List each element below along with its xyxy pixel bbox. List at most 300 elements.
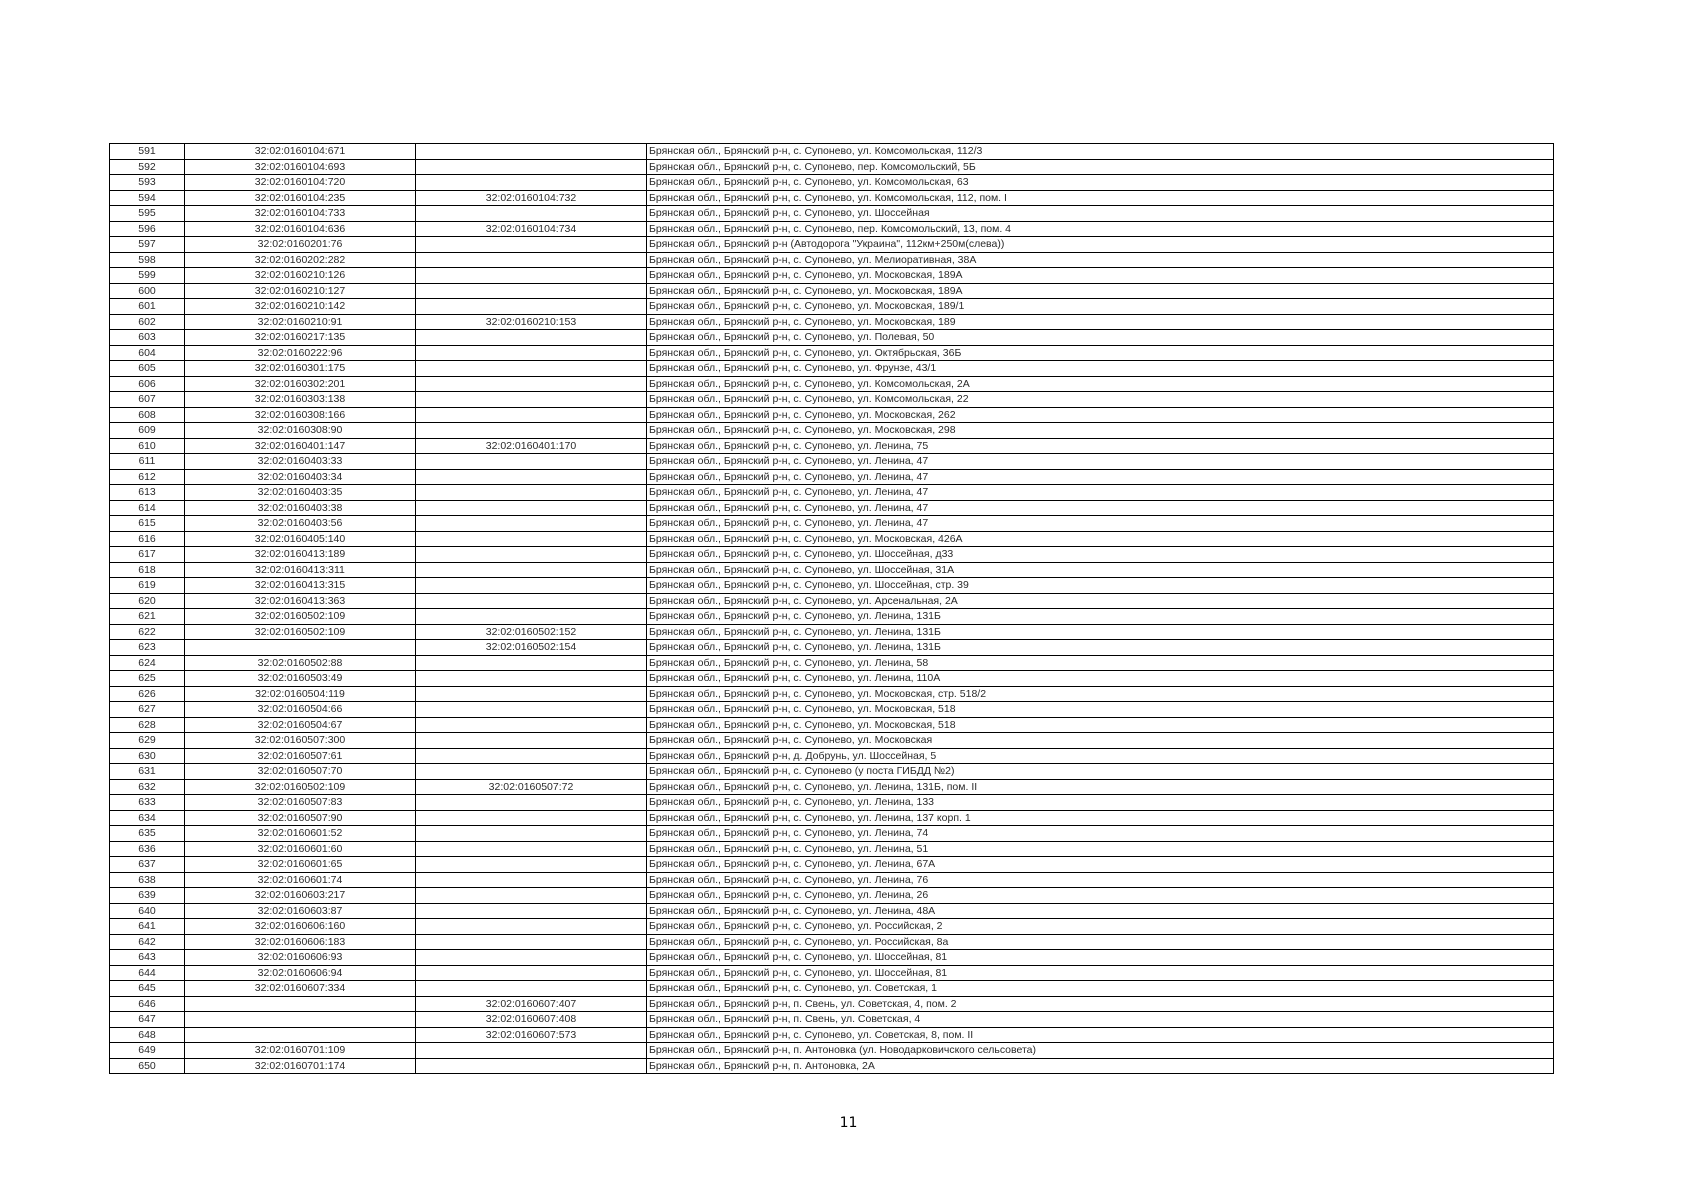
row-number-cell: 618 [110, 562, 185, 578]
address-cell: Брянская обл., Брянский р-н, с. Супонево, ул. Ленина, 48А [647, 903, 1554, 919]
table-row [110, 469, 1554, 485]
cadastral-number-cell: 32:02:0160303:138 [185, 392, 416, 408]
cadastral-number-cell: 32:02:0160503:49 [185, 671, 416, 687]
cadastral-number-cell: 32:02:0160403:34 [185, 469, 416, 485]
table-row [110, 1012, 1554, 1028]
row-number-cell: 646 [110, 996, 185, 1012]
table-row [110, 841, 1554, 857]
cadastral-number-related-cell [416, 454, 647, 470]
table-row [110, 578, 1554, 594]
address-cell: Брянская обл., Брянский р-н, с. Супонево, ул. Ленина, 47 [647, 500, 1554, 516]
row-number-cell: 629 [110, 733, 185, 749]
cadastral-number-cell: 32:02:0160606:160 [185, 919, 416, 935]
cadastral-number-cell: 32:02:0160601:74 [185, 872, 416, 888]
table-row [110, 237, 1554, 253]
cadastral-number-related-cell [416, 237, 647, 253]
cadastral-number-cell [185, 996, 416, 1012]
cadastral-number-cell: 32:02:0160701:174 [185, 1058, 416, 1074]
row-number-cell: 603 [110, 330, 185, 346]
row-number-cell: 625 [110, 671, 185, 687]
row-number-cell: 614 [110, 500, 185, 516]
table-row [110, 454, 1554, 470]
table-row [110, 996, 1554, 1012]
row-number-cell: 634 [110, 810, 185, 826]
address-cell: Брянская обл., Брянский р-н, с. Супонево, ул. Шоссейная, 81 [647, 965, 1554, 981]
cadastral-number-cell: 32:02:0160222:96 [185, 345, 416, 361]
cadastral-number-related-cell: 32:02:0160401:170 [416, 438, 647, 454]
table-row [110, 516, 1554, 532]
address-cell: Брянская обл., Брянский р-н, с. Супонево, ул. Московская, 189/1 [647, 299, 1554, 315]
table-row [110, 1058, 1554, 1074]
table-row [110, 376, 1554, 392]
table-row [110, 965, 1554, 981]
cadastral-number-cell: 32:02:0160504:66 [185, 702, 416, 718]
cadastral-number-related-cell [416, 795, 647, 811]
cadastral-number-related-cell [416, 252, 647, 268]
cadastral-number-related-cell [416, 361, 647, 377]
table-row [110, 299, 1554, 315]
address-cell: Брянская обл., Брянский р-н, с. Супонево, ул. Ленина, 76 [647, 872, 1554, 888]
address-cell: Брянская обл., Брянский р-н, п. Свень, ул. Советская, 4 [647, 1012, 1554, 1028]
address-cell: Брянская обл., Брянский р-н, с. Супонево (у поста ГИБДД №2) [647, 764, 1554, 780]
cadastral-number-related-cell [416, 175, 647, 191]
cadastral-number-related-cell [416, 578, 647, 594]
row-number-cell: 621 [110, 609, 185, 625]
table-row [110, 252, 1554, 268]
cadastral-number-cell: 32:02:0160504:119 [185, 686, 416, 702]
cadastral-number-cell: 32:02:0160104:636 [185, 221, 416, 237]
cadastral-number-cell [185, 640, 416, 656]
cadastral-number-cell: 32:02:0160413:311 [185, 562, 416, 578]
cadastral-number-cell: 32:02:0160104:671 [185, 144, 416, 160]
cadastral-number-related-cell [416, 655, 647, 671]
address-cell: Брянская обл., Брянский р-н, п. Свень, ул. Советская, 4, пом. 2 [647, 996, 1554, 1012]
cadastral-number-cell: 32:02:0160210:126 [185, 268, 416, 284]
cadastral-number-related-cell [416, 330, 647, 346]
cadastral-number-cell: 32:02:0160403:35 [185, 485, 416, 501]
cadastral-number-related-cell: 32:02:0160104:732 [416, 190, 647, 206]
table-row [110, 593, 1554, 609]
address-cell: Брянская обл., Брянский р-н, с. Супонево, ул. Ленина, 133 [647, 795, 1554, 811]
row-number-cell: 633 [110, 795, 185, 811]
cadastral-number-cell: 32:02:0160413:315 [185, 578, 416, 594]
cadastral-number-related-cell [416, 919, 647, 935]
cadastral-number-related-cell [416, 268, 647, 284]
cadastral-number-related-cell [416, 841, 647, 857]
cadastral-number-related-cell [416, 299, 647, 315]
cadastral-number-related-cell [416, 423, 647, 439]
address-cell: Брянская обл., Брянский р-н, с. Супонево, ул. Ленина, 131Б [647, 624, 1554, 640]
cadastral-number-related-cell [416, 500, 647, 516]
cadastral-number-related-cell [416, 702, 647, 718]
row-number-cell: 636 [110, 841, 185, 857]
address-cell: Брянская обл., Брянский р-н, д. Добрунь, ул. Шоссейная, 5 [647, 748, 1554, 764]
address-cell: Брянская обл., Брянский р-н, с. Супонево, ул. Октябрьская, 36Б [647, 345, 1554, 361]
cadastral-number-cell: 32:02:0160502:88 [185, 655, 416, 671]
row-number-cell: 649 [110, 1043, 185, 1059]
cadastral-number-cell: 32:02:0160701:109 [185, 1043, 416, 1059]
address-cell: Брянская обл., Брянский р-н, с. Супонево, ул. Ленина, 131Б, пом. II [647, 779, 1554, 795]
address-cell: Брянская обл., Брянский р-н, с. Супонево, ул. Ленина, 47 [647, 516, 1554, 532]
row-number-cell: 601 [110, 299, 185, 315]
address-cell: Брянская обл., Брянский р-н, с. Супонево, ул. Шоссейная, д33 [647, 547, 1554, 563]
cadastral-number-cell: 32:02:0160301:175 [185, 361, 416, 377]
row-number-cell: 639 [110, 888, 185, 904]
address-cell: Брянская обл., Брянский р-н, с. Супонево, ул. Ленина, 110А [647, 671, 1554, 687]
address-cell: Брянская обл., Брянский р-н, с. Супонево, ул. Советская, 8, пом. II [647, 1027, 1554, 1043]
cadastral-number-related-cell [416, 950, 647, 966]
cadastral-number-related-cell [416, 547, 647, 563]
cadastral-number-related-cell: 32:02:0160502:154 [416, 640, 647, 656]
cadastral-number-related-cell: 32:02:0160507:72 [416, 779, 647, 795]
cadastral-number-cell: 32:02:0160401:147 [185, 438, 416, 454]
row-number-cell: 637 [110, 857, 185, 873]
address-cell: Брянская обл., Брянский р-н, с. Супонево, ул. Московская, 298 [647, 423, 1554, 439]
cadastral-number-cell: 32:02:0160104:693 [185, 159, 416, 175]
table-row [110, 562, 1554, 578]
table-row [110, 221, 1554, 237]
cadastral-number-related-cell [416, 934, 647, 950]
row-number-cell: 599 [110, 268, 185, 284]
table-row [110, 748, 1554, 764]
cadastral-number-cell: 32:02:0160104:235 [185, 190, 416, 206]
cadastral-number-cell: 32:02:0160302:201 [185, 376, 416, 392]
table-row [110, 190, 1554, 206]
table-row [110, 702, 1554, 718]
table-row [110, 485, 1554, 501]
row-number-cell: 647 [110, 1012, 185, 1028]
cadastral-number-cell: 32:02:0160308:90 [185, 423, 416, 439]
row-number-cell: 635 [110, 826, 185, 842]
cadastral-number-cell: 32:02:0160217:135 [185, 330, 416, 346]
table-row [110, 547, 1554, 563]
address-cell: Брянская обл., Брянский р-н, с. Супонево, ул. Комсомольская, 112, пом. I [647, 190, 1554, 206]
row-number-cell: 624 [110, 655, 185, 671]
cadastral-number-related-cell [416, 965, 647, 981]
cadastral-number-cell: 32:02:0160502:109 [185, 624, 416, 640]
row-number-cell: 644 [110, 965, 185, 981]
cadastral-number-related-cell [416, 206, 647, 222]
table-row [110, 686, 1554, 702]
cadastral-number-cell: 32:02:0160202:282 [185, 252, 416, 268]
table-row [110, 903, 1554, 919]
registry-body [110, 144, 1554, 1074]
cadastral-number-cell: 32:02:0160413:189 [185, 547, 416, 563]
cadastral-number-related-cell [416, 686, 647, 702]
cadastral-number-cell [185, 1027, 416, 1043]
cadastral-number-related-cell [416, 733, 647, 749]
table-row [110, 314, 1554, 330]
page-number: 11 [839, 1115, 858, 1131]
cadastral-number-cell: 32:02:0160104:733 [185, 206, 416, 222]
cadastral-number-related-cell [416, 888, 647, 904]
table-row [110, 624, 1554, 640]
row-number-cell: 620 [110, 593, 185, 609]
address-cell: Брянская обл., Брянский р-н (Автодорога "Украина", 112км+250м(слева)) [647, 237, 1554, 253]
cadastral-number-cell: 32:02:0160601:52 [185, 826, 416, 842]
address-cell: Брянская обл., Брянский р-н, с. Супонево, ул. Российская, 8а [647, 934, 1554, 950]
address-cell: Брянская обл., Брянский р-н, с. Супонево, ул. Московская, 426А [647, 531, 1554, 547]
row-number-cell: 623 [110, 640, 185, 656]
table-row [110, 671, 1554, 687]
cadastral-number-related-cell: 32:02:0160210:153 [416, 314, 647, 330]
address-cell: Брянская обл., Брянский р-н, с. Супонево, ул. Ленина, 75 [647, 438, 1554, 454]
row-number-cell: 615 [110, 516, 185, 532]
table-row [110, 981, 1554, 997]
row-number-cell: 631 [110, 764, 185, 780]
cadastral-number-cell: 32:02:0160607:334 [185, 981, 416, 997]
cadastral-number-cell: 32:02:0160413:363 [185, 593, 416, 609]
table-row [110, 950, 1554, 966]
address-cell: Брянская обл., Брянский р-н, с. Супонево, ул. Комсомольская, 63 [647, 175, 1554, 191]
cadastral-number-cell: 32:02:0160601:65 [185, 857, 416, 873]
address-cell: Брянская обл., Брянский р-н, с. Супонево, ул. Советская, 1 [647, 981, 1554, 997]
cadastral-number-related-cell: 32:02:0160607:573 [416, 1027, 647, 1043]
cadastral-number-cell: 32:02:0160403:56 [185, 516, 416, 532]
table-row [110, 779, 1554, 795]
cadastral-number-related-cell [416, 469, 647, 485]
table-row [110, 717, 1554, 733]
table-row [110, 345, 1554, 361]
address-cell: Брянская обл., Брянский р-н, с. Супонево, ул. Ленина, 58 [647, 655, 1554, 671]
cadastral-number-cell: 32:02:0160403:38 [185, 500, 416, 516]
row-number-cell: 627 [110, 702, 185, 718]
row-number-cell: 612 [110, 469, 185, 485]
cadastral-number-related-cell [416, 593, 647, 609]
row-number-cell: 642 [110, 934, 185, 950]
table-row [110, 655, 1554, 671]
cadastral-number-cell: 32:02:0160507:61 [185, 748, 416, 764]
cadastral-number-cell: 32:02:0160603:217 [185, 888, 416, 904]
table-row [110, 206, 1554, 222]
row-number-cell: 606 [110, 376, 185, 392]
cadastral-number-cell: 32:02:0160201:76 [185, 237, 416, 253]
cadastral-number-related-cell [416, 407, 647, 423]
cadastral-number-cell: 32:02:0160507:300 [185, 733, 416, 749]
cadastral-number-cell: 32:02:0160308:166 [185, 407, 416, 423]
address-cell: Брянская обл., Брянский р-н, п. Антоновка, 2А [647, 1058, 1554, 1074]
table-row [110, 423, 1554, 439]
address-cell: Брянская обл., Брянский р-н, с. Супонево, ул. Комсомольская, 2А [647, 376, 1554, 392]
row-number-cell: 594 [110, 190, 185, 206]
address-cell: Брянская обл., Брянский р-н, с. Супонево, ул. Шоссейная, стр. 39 [647, 578, 1554, 594]
table-row [110, 500, 1554, 516]
cadastral-number-related-cell [416, 283, 647, 299]
cadastral-number-cell [185, 1012, 416, 1028]
cadastral-number-related-cell [416, 826, 647, 842]
table-row [110, 640, 1554, 656]
row-number-cell: 648 [110, 1027, 185, 1043]
cadastral-number-related-cell [416, 609, 647, 625]
table-row [110, 609, 1554, 625]
row-number-cell: 638 [110, 872, 185, 888]
cadastral-number-cell: 32:02:0160507:83 [185, 795, 416, 811]
row-number-cell: 643 [110, 950, 185, 966]
cadastral-number-related-cell [416, 376, 647, 392]
row-number-cell: 613 [110, 485, 185, 501]
address-cell: Брянская обл., Брянский р-н, с. Супонево, ул. Российская, 2 [647, 919, 1554, 935]
cadastral-number-cell: 32:02:0160210:127 [185, 283, 416, 299]
row-number-cell: 602 [110, 314, 185, 330]
address-cell: Брянская обл., Брянский р-н, с. Супонево, ул. Ленина, 131Б [647, 640, 1554, 656]
cadastral-number-related-cell [416, 717, 647, 733]
row-number-cell: 595 [110, 206, 185, 222]
table-row [110, 1043, 1554, 1059]
row-number-cell: 607 [110, 392, 185, 408]
address-cell: Брянская обл., Брянский р-н, с. Супонево, пер. Комсомольский, 5Б [647, 159, 1554, 175]
address-cell: Брянская обл., Брянский р-н, с. Супонево, ул. Московская, 262 [647, 407, 1554, 423]
table-row [110, 810, 1554, 826]
address-cell: Брянская обл., Брянский р-н, с. Супонево, ул. Мелиоративная, 38А [647, 252, 1554, 268]
cadastral-number-related-cell [416, 903, 647, 919]
table-row [110, 872, 1554, 888]
address-cell: Брянская обл., Брянский р-н, с. Супонево, ул. Ленина, 26 [647, 888, 1554, 904]
row-number-cell: 630 [110, 748, 185, 764]
row-number-cell: 597 [110, 237, 185, 253]
cadastral-number-cell: 32:02:0160210:91 [185, 314, 416, 330]
row-number-cell: 600 [110, 283, 185, 299]
address-cell: Брянская обл., Брянский р-н, с. Супонево, ул. Фрунзе, 43/1 [647, 361, 1554, 377]
address-cell: Брянская обл., Брянский р-н, с. Супонево, ул. Ленина, 67А [647, 857, 1554, 873]
address-cell: Брянская обл., Брянский р-н, с. Супонево, ул. Ленина, 47 [647, 469, 1554, 485]
row-number-cell: 617 [110, 547, 185, 563]
cadastral-number-cell: 32:02:0160507:90 [185, 810, 416, 826]
address-cell: Брянская обл., Брянский р-н, с. Супонево, ул. Московская, 189А [647, 268, 1554, 284]
row-number-cell: 596 [110, 221, 185, 237]
cadastral-number-cell: 32:02:0160507:70 [185, 764, 416, 780]
row-number-cell: 605 [110, 361, 185, 377]
address-cell: Брянская обл., Брянский р-н, с. Супонево, ул. Московская, 189 [647, 314, 1554, 330]
table-row [110, 144, 1554, 160]
row-number-cell: 619 [110, 578, 185, 594]
cadastral-number-related-cell [416, 810, 647, 826]
cadastral-number-cell: 32:02:0160606:93 [185, 950, 416, 966]
registry-table [109, 143, 1554, 1074]
cadastral-number-related-cell [416, 872, 647, 888]
table-row [110, 919, 1554, 935]
address-cell: Брянская обл., Брянский р-н, с. Супонево, ул. Шоссейная [647, 206, 1554, 222]
cadastral-number-cell: 32:02:0160606:183 [185, 934, 416, 950]
cadastral-number-cell: 32:02:0160403:33 [185, 454, 416, 470]
table-row [110, 407, 1554, 423]
address-cell: Брянская обл., Брянский р-н, с. Супонево, ул. Ленина, 74 [647, 826, 1554, 842]
cadastral-number-related-cell [416, 531, 647, 547]
address-cell: Брянская обл., Брянский р-н, с. Супонево, ул. Полевая, 50 [647, 330, 1554, 346]
cadastral-number-related-cell [416, 981, 647, 997]
cadastral-number-cell: 32:02:0160104:720 [185, 175, 416, 191]
cadastral-number-related-cell: 32:02:0160607:407 [416, 996, 647, 1012]
row-number-cell: 626 [110, 686, 185, 702]
table-row [110, 330, 1554, 346]
cadastral-number-cell: 32:02:0160405:140 [185, 531, 416, 547]
table-row [110, 888, 1554, 904]
address-cell: Брянская обл., Брянский р-н, с. Супонево, ул. Арсенальная, 2А [647, 593, 1554, 609]
row-number-cell: 645 [110, 981, 185, 997]
cadastral-number-related-cell [416, 764, 647, 780]
cadastral-number-cell: 32:02:0160606:94 [185, 965, 416, 981]
address-cell: Брянская обл., Брянский р-н, с. Супонево, ул. Комсомольская, 112/3 [647, 144, 1554, 160]
table-row [110, 1027, 1554, 1043]
row-number-cell: 610 [110, 438, 185, 454]
row-number-cell: 628 [110, 717, 185, 733]
row-number-cell: 592 [110, 159, 185, 175]
cadastral-number-related-cell: 32:02:0160607:408 [416, 1012, 647, 1028]
cadastral-number-related-cell [416, 857, 647, 873]
table-row [110, 826, 1554, 842]
cadastral-number-cell: 32:02:0160603:87 [185, 903, 416, 919]
cadastral-number-related-cell [416, 562, 647, 578]
address-cell: Брянская обл., Брянский р-н, с. Супонево, ул. Ленина, 137 корп. 1 [647, 810, 1554, 826]
cadastral-number-related-cell [416, 345, 647, 361]
cadastral-number-cell: 32:02:0160504:67 [185, 717, 416, 733]
row-number-cell: 608 [110, 407, 185, 423]
cadastral-number-related-cell [416, 1058, 647, 1074]
table-row [110, 283, 1554, 299]
table-row [110, 934, 1554, 950]
address-cell: Брянская обл., Брянский р-н, с. Супонево, ул. Ленина, 47 [647, 454, 1554, 470]
table-row [110, 531, 1554, 547]
row-number-cell: 609 [110, 423, 185, 439]
cadastral-number-related-cell [416, 748, 647, 764]
table-row [110, 361, 1554, 377]
address-cell: Брянская обл., Брянский р-н, с. Супонево, ул. Московская, 518 [647, 717, 1554, 733]
cadastral-number-related-cell: 32:02:0160502:152 [416, 624, 647, 640]
cadastral-number-cell: 32:02:0160601:60 [185, 841, 416, 857]
table-row [110, 392, 1554, 408]
row-number-cell: 616 [110, 531, 185, 547]
address-cell: Брянская обл., Брянский р-н, с. Супонево, ул. Московская, 189А [647, 283, 1554, 299]
row-number-cell: 632 [110, 779, 185, 795]
address-cell: Брянская обл., Брянский р-н, с. Супонево, ул. Шоссейная, 81 [647, 950, 1554, 966]
cadastral-number-related-cell [416, 144, 647, 160]
row-number-cell: 591 [110, 144, 185, 160]
table-row [110, 159, 1554, 175]
address-cell: Брянская обл., Брянский р-н, с. Супонево, ул. Ленина, 131Б [647, 609, 1554, 625]
address-cell: Брянская обл., Брянский р-н, с. Супонево, ул. Ленина, 47 [647, 485, 1554, 501]
row-number-cell: 640 [110, 903, 185, 919]
address-cell: Брянская обл., Брянский р-н, с. Супонево, ул. Московская, стр. 518/2 [647, 686, 1554, 702]
cadastral-number-related-cell [416, 485, 647, 501]
row-number-cell: 593 [110, 175, 185, 191]
address-cell: Брянская обл., Брянский р-н, с. Супонево, ул. Ленина, 51 [647, 841, 1554, 857]
row-number-cell: 622 [110, 624, 185, 640]
address-cell: Брянская обл., Брянский р-н, с. Супонево, ул. Комсомольская, 22 [647, 392, 1554, 408]
table-row [110, 733, 1554, 749]
row-number-cell: 611 [110, 454, 185, 470]
table-row [110, 857, 1554, 873]
table-row [110, 268, 1554, 284]
cadastral-number-related-cell [416, 671, 647, 687]
cadastral-number-cell: 32:02:0160502:109 [185, 609, 416, 625]
address-cell: Брянская обл., Брянский р-н, с. Супонево, пер. Комсомольский, 13, пом. 4 [647, 221, 1554, 237]
row-number-cell: 598 [110, 252, 185, 268]
row-number-cell: 604 [110, 345, 185, 361]
cadastral-number-cell: 32:02:0160502:109 [185, 779, 416, 795]
table-row [110, 438, 1554, 454]
table-row [110, 175, 1554, 191]
cadastral-number-related-cell [416, 392, 647, 408]
address-cell: Брянская обл., Брянский р-н, с. Супонево, ул. Московская [647, 733, 1554, 749]
row-number-cell: 650 [110, 1058, 185, 1074]
address-cell: Брянская обл., Брянский р-н, п. Антоновка (ул. Новодарковичского сельсовета) [647, 1043, 1554, 1059]
cadastral-number-related-cell [416, 516, 647, 532]
table-row [110, 764, 1554, 780]
table-row [110, 795, 1554, 811]
address-cell: Брянская обл., Брянский р-н, с. Супонево, ул. Московская, 518 [647, 702, 1554, 718]
cadastral-number-related-cell [416, 159, 647, 175]
cadastral-number-related-cell: 32:02:0160104:734 [416, 221, 647, 237]
row-number-cell: 641 [110, 919, 185, 935]
